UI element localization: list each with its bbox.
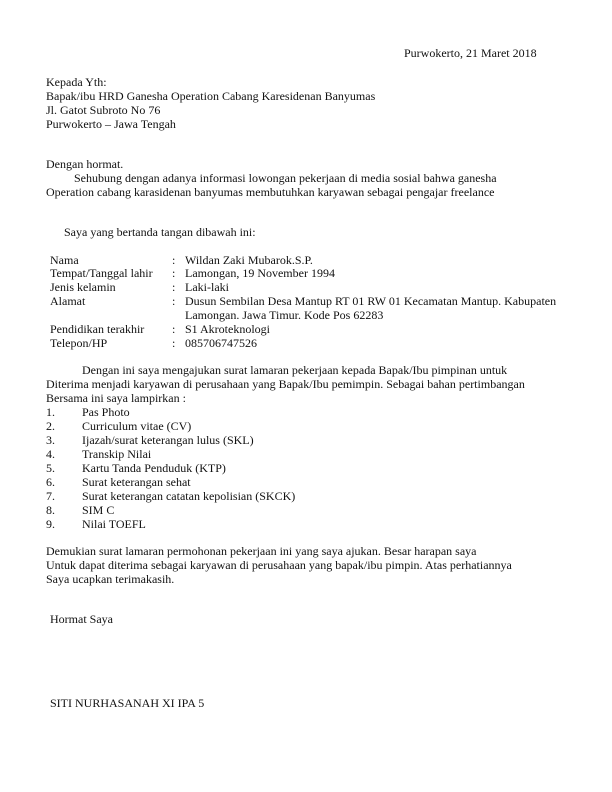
list-item: Transkip Nilai <box>82 447 152 461</box>
list-item-number: 2. <box>46 419 55 433</box>
list-item-number: 4. <box>46 447 55 461</box>
recipient-line: Kepada Yth: <box>46 75 107 89</box>
signature-name: SITI NURHASANAH XI IPA 5 <box>50 696 205 710</box>
recipient-line: Bapak/ibu HRD Ganesha Operation Cabang Karesidenan Banyumas <box>46 89 376 103</box>
identity-label: Tempat/Tanggal lahir <box>50 266 153 280</box>
identity-value: S1 Akroteknologi <box>185 322 271 336</box>
list-item: Curriculum vitae (CV) <box>82 419 192 433</box>
list-item: SIM C <box>82 503 115 517</box>
identity-value: Laki-laki <box>185 280 229 294</box>
list-item-number: 6. <box>46 475 55 489</box>
identity-label: Nama <box>50 253 79 267</box>
signer-intro: Saya yang bertanda tangan dibawah ini: <box>64 225 256 239</box>
identity-value: Lamongan, 19 November 1994 <box>185 266 335 280</box>
list-item: Surat keterangan sehat <box>82 475 191 489</box>
application-line: Dengan ini saya mengajukan surat lamaran pekerjaan kepada Bapak/Ibu pimpinan untuk <box>82 363 508 377</box>
application-line: Diterima menjadi karyawan di perusahaan yang Bapak/Ibu pemimpin. Sebagai bahan pertimbangan <box>46 377 525 391</box>
recipient-line: Purwokerto – Jawa Tengah <box>46 117 176 131</box>
identity-label: Alamat <box>50 294 86 308</box>
identity-value: 085706747526 <box>185 336 257 350</box>
list-item-number: 7. <box>46 489 55 503</box>
greeting: Dengan hormat. <box>46 157 124 171</box>
identity-colon: : <box>172 336 176 350</box>
list-item: Surat keterangan catatan kepolisian (SKCK) <box>82 489 296 503</box>
closing-line: Untuk dapat diterima sebagai karyawan di perusahaan yang bapak/ibu pimpin. Atas perhatiannya <box>46 558 512 572</box>
identity-colon: : <box>172 266 176 280</box>
date-line: Purwokerto, 21 Maret 2018 <box>404 46 537 60</box>
closing-line: Demukian surat lamaran permohonan pekerjaan ini yang saya ajukan. Besar harapan saya <box>46 544 477 558</box>
list-item: Kartu Tanda Penduduk (KTP) <box>82 461 226 475</box>
list-item-number: 5. <box>46 461 55 475</box>
list-item: Pas Photo <box>82 405 130 419</box>
identity-colon: : <box>172 280 176 294</box>
identity-colon: : <box>172 253 176 267</box>
intro-line: Sehubung dengan adanya informasi lowongan pekerjaan di media sosial bahwa ganesha <box>74 171 497 185</box>
identity-label: Pendidikan terakhir <box>50 322 145 336</box>
identity-label: Telepon/HP <box>50 336 108 350</box>
list-item: Ijazah/surat keterangan lulus (SKL) <box>82 433 254 447</box>
closing-line: Saya ucapkan terimakasih. <box>46 572 175 586</box>
application-line: Bersama ini saya lampirkan : <box>46 391 186 405</box>
regards: Hormat Saya <box>50 612 113 626</box>
identity-value-continued: Lamongan. Jawa Timur. Kode Pos 62283 <box>185 308 384 322</box>
list-item-number: 1. <box>46 405 55 419</box>
identity-colon: : <box>172 322 176 336</box>
identity-value: Wildan Zaki Mubarok.S.P. <box>185 253 313 267</box>
list-item-number: 8. <box>46 503 55 517</box>
identity-value: Dusun Sembilan Desa Mantup RT 01 RW 01 Kecamatan Mantup. Kabupaten <box>185 294 557 308</box>
list-item-number: 3. <box>46 433 55 447</box>
intro-line: Operation cabang karasidenan banyumas membutuhkan karyawan sebagai pengajar freelance <box>46 185 495 199</box>
recipient-line: Jl. Gatot Subroto No 76 <box>46 103 161 117</box>
identity-colon: : <box>172 294 176 308</box>
list-item: Nilai TOEFL <box>82 517 146 531</box>
identity-label: Jenis kelamin <box>50 280 116 294</box>
list-item-number: 9. <box>46 517 55 531</box>
